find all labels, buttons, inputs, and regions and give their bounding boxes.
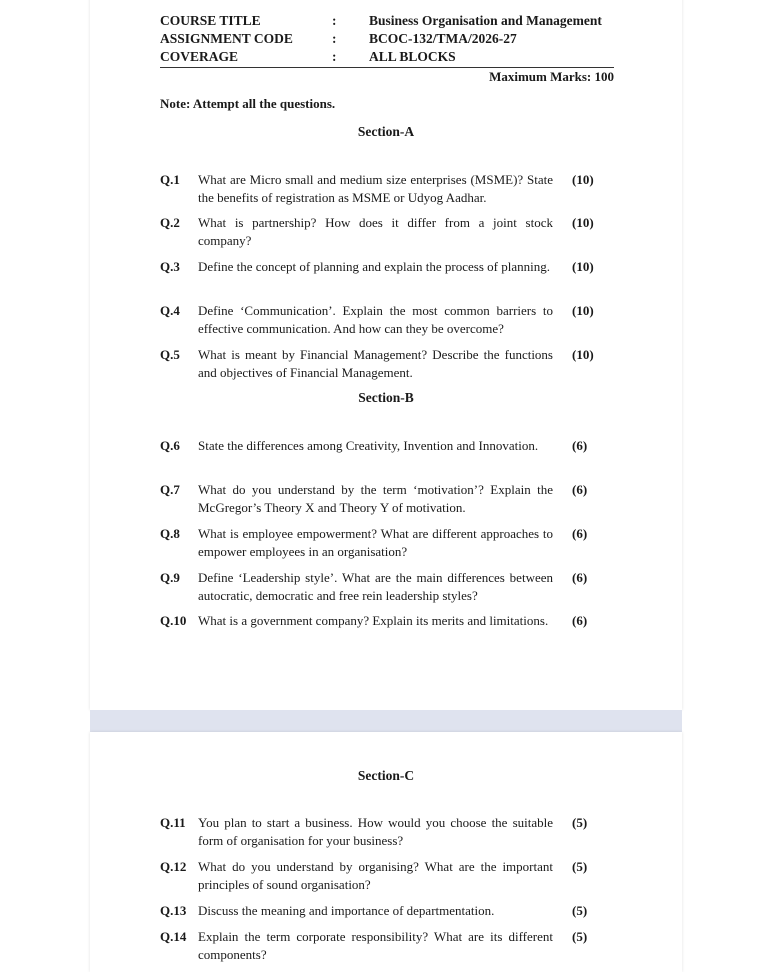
question-marks: (10): [572, 303, 594, 318]
question-number: Q.2: [160, 215, 180, 230]
question-text: What do you understand by the term ‘motivation’? Explain the McGregor’s Theory X and Theory Y of motivation.: [198, 482, 553, 515]
question-number: Q.7: [160, 482, 180, 497]
question-marks: (6): [572, 570, 588, 585]
question-text: What is partnership? How does it differ from a joint stock company?: [198, 215, 553, 248]
question-marks: (10): [572, 215, 594, 230]
question-text: Explain the term corporate responsibility? What are its different components?: [198, 929, 553, 962]
question-number: Q.12: [160, 859, 187, 874]
question-marks: (5): [572, 815, 588, 830]
question-text: What are Micro small and medium size enterprises (MSME)? State the benefits of registration as MSME or Udyog Aadhar.: [198, 172, 553, 205]
header-colon: :: [332, 13, 337, 28]
question-number: Q.1: [160, 172, 180, 187]
question-marks: (10): [572, 172, 594, 187]
question-marks: (6): [572, 438, 588, 453]
question-text: What do you understand by organising? What are the important principles of sound organisation?: [198, 859, 553, 892]
header-colon: :: [332, 49, 337, 64]
question-marks: (6): [572, 482, 588, 497]
question-marks: (10): [572, 347, 594, 362]
header-divider: [160, 67, 614, 68]
question-text: Define ‘Communication’. Explain the most common barriers to effective communication. And how can they be overcome?: [198, 303, 553, 336]
question-text: What is a government company? Explain its merits and limitations.: [198, 613, 549, 628]
question-text: State the differences among Creativity, Invention and Innovation.: [198, 438, 539, 453]
header-value: ALL BLOCKS: [369, 49, 456, 64]
question-number: Q.14: [160, 929, 187, 944]
question-number: Q.5: [160, 347, 180, 362]
question-number: Q.9: [160, 570, 180, 585]
question-number: Q.11: [160, 815, 186, 830]
section-a-title: Section-A: [357, 124, 415, 139]
question-marks: (5): [572, 929, 588, 944]
question-text: Discuss the meaning and importance of departmentation.: [198, 903, 495, 918]
question-number: Q.13: [160, 903, 187, 918]
section-c-title: Section-C: [357, 768, 415, 783]
question-text: What is employee empowerment? What are different approaches to empower employees in an organisation?: [198, 526, 553, 559]
question-marks: (6): [572, 526, 588, 541]
question-marks: (5): [572, 859, 588, 874]
header-value: BCOC-132/TMA/2026-27: [369, 31, 517, 46]
question-marks: (6): [572, 613, 588, 628]
question-text: Define the concept of planning and explain the process of planning.: [198, 259, 550, 274]
header-key: [160, 0, 259, 2]
question-number: Q.8: [160, 526, 180, 541]
question-text: What is meant by Financial Management? Describe the functions and objectives of Financial Management.: [198, 347, 553, 380]
question-number: Q.4: [160, 303, 180, 318]
page-gap: [90, 710, 682, 732]
header-colon: :: [332, 31, 337, 46]
maximum-marks: Maximum Marks: 100: [489, 69, 614, 84]
header-colon: [332, 0, 337, 2]
header-key: COVERAGE: [160, 49, 239, 64]
header-value: Business Organisation and Management: [369, 13, 602, 28]
question-number: Q.10: [160, 613, 187, 628]
section-b-title: Section-B: [358, 390, 414, 405]
header-key: COURSE TITLE: [160, 13, 261, 28]
instruction-note: Note: Attempt all the questions.: [160, 96, 336, 111]
question-text: Define ‘Leadership style’. What are the main differences between autocratic, democratic and free rein leadership styles?: [198, 570, 553, 603]
question-number: Q.6: [160, 438, 180, 453]
header-value: [369, 0, 433, 2]
document-page-1: [90, 0, 682, 710]
question-number: Q.3: [160, 259, 180, 274]
question-text: You plan to start a business. How would you choose the suitable form of organisation for your business?: [198, 815, 553, 848]
question-marks: (5): [572, 903, 588, 918]
question-marks: (10): [572, 259, 594, 274]
header-key: ASSIGNMENT CODE: [160, 31, 293, 46]
document-page-2: [90, 732, 682, 972]
